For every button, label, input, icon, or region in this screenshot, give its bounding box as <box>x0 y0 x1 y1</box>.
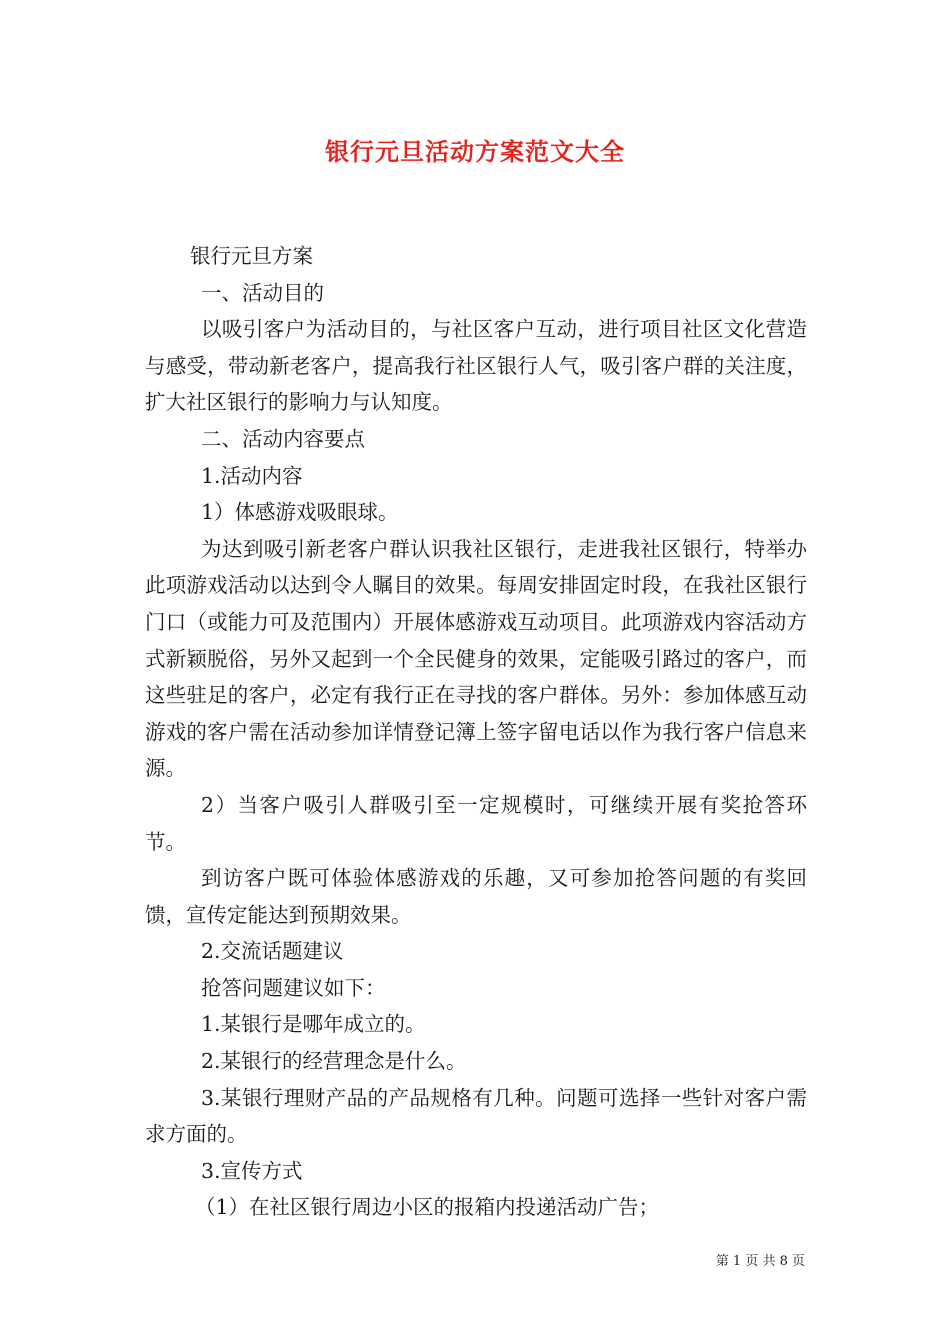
paragraph: 为达到吸引新老客户群认识我社区银行，走进我社区银行，特举办此项游戏活动以达到令人瞩目的效果。每周安排固定时段，在我社区银行门口（或能力可及范围内）开展体感游戏互动项目。此项游戏内容活动方式新颖脱俗，另外又起到一个全民健身的效果，定能吸引路过的客户，而这些驻足的客户，必定有我行正在寻找的客户群体。另外：参加体感互动游戏的客户需在活动参加详情登记簿上签字留电话以作为我行客户信息来源。 <box>145 536 807 781</box>
list-item: 1）体感游戏吸眼球。 <box>201 500 399 525</box>
paragraph: 到访客户既可体验体感游戏的乐趣，又可参加抢答问题的有奖回馈，宣传定能达到预期效果。 <box>145 866 807 927</box>
paragraph: 抢答问题建议如下： <box>201 975 386 1000</box>
document-body <box>145 238 807 1226</box>
list-item: （1）在社区银行周边小区的报箱内投递活动广告； <box>195 1195 660 1220</box>
paragraph: 以吸引客户为活动目的，与社区客户互动，进行项目社区文化营造与感受，带动新老客户，提高我行社区银行人气，吸引客户群的关注度，扩大社区银行的影响力与认知度。 <box>145 317 807 415</box>
document-title: 银行元旦活动方案范文大全 <box>325 137 625 166</box>
list-item: 3.某银行理财产品的产品规格有几种。问题可选择一些针对客户需求方面的。 <box>145 1085 807 1147</box>
subsection-heading: 3.宣传方式 <box>201 1158 303 1183</box>
subsection-heading: 1.活动内容 <box>201 463 303 488</box>
page-number: 第 1 页 共 8 页 <box>715 1254 805 1269</box>
section-heading-content: 二、活动内容要点 <box>201 426 365 451</box>
list-item: 2.某银行的经营理念是什么。 <box>201 1049 467 1074</box>
subsection-heading: 2.交流话题建议 <box>201 939 344 964</box>
paragraph-heading: 银行元旦方案 <box>190 244 313 268</box>
list-item: 2）当客户吸引人群吸引至一定规模时，可继续开展有奖抢答环节。 <box>145 792 807 854</box>
list-item: 1.某银行是哪年成立的。 <box>201 1012 426 1037</box>
section-heading-purpose: 一、活动目的 <box>201 280 324 305</box>
